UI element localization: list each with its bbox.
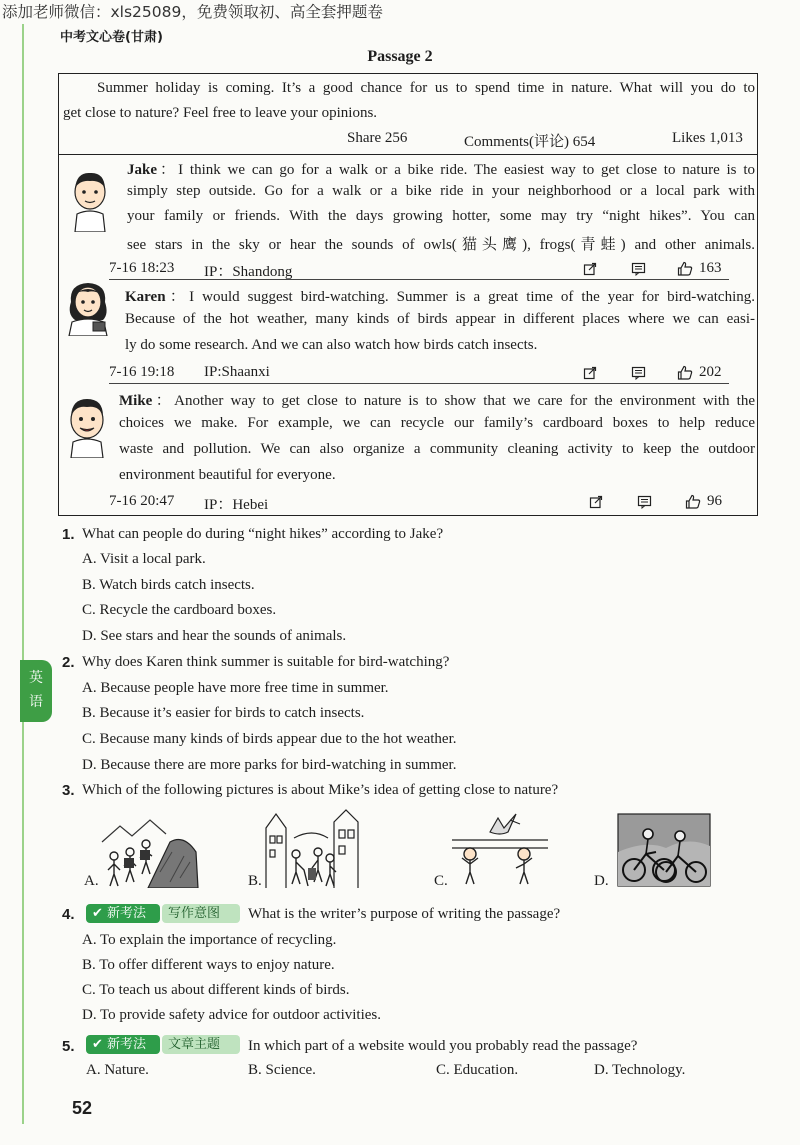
q4-topic-badge: 写作意图 [162, 904, 240, 923]
q4-text: What is the writer’s purpose of writing the passage? [248, 906, 561, 922]
thumbs-up-icon[interactable] [677, 365, 693, 380]
karen-divider [109, 383, 729, 384]
jake-line-3: your family or friends. With the days growing hotter, some may try “night hikes”. You can [127, 208, 755, 224]
q1-option-d[interactable]: D. See stars and hear the sounds of animals. [82, 628, 347, 644]
q4-number: 4. [62, 906, 75, 923]
check-icon: ✔ [92, 906, 103, 921]
picture-bird-watching[interactable] [450, 810, 550, 886]
karen-likes: 202 [699, 364, 722, 380]
q4-option-d[interactable]: D. To provide safety advice for outdoor activities. [82, 1007, 382, 1023]
karen-name: Karen [125, 289, 166, 305]
jake-line-2: simply step outside. Go for a walk or a bike ride in your neighborhood or a local park with [127, 183, 755, 199]
karen-ip: IP:Shaanxi [204, 364, 270, 380]
forum-box [58, 73, 758, 516]
q3-option-c[interactable]: C. [434, 873, 448, 889]
q3-option-d[interactable]: D. [594, 873, 609, 889]
mike-line-1 [119, 389, 755, 410]
comments-count: Comments(评论) 654 [464, 134, 596, 150]
jake-avatar [67, 170, 113, 232]
q5-badge1-label: 新考法 [107, 1037, 147, 1052]
mike-avatar [63, 396, 111, 458]
intro-line-1: Summer holiday is coming. It’s a good chance for us to spend time in nature. What will you do to [97, 80, 755, 96]
q3-number: 3. [62, 782, 75, 799]
jake-time: 7-16 18:23 [109, 260, 175, 276]
karen-line-1 [125, 285, 755, 306]
q5-new-method-badge [86, 1035, 160, 1054]
page-edge-line [22, 24, 24, 1124]
q3-option-a[interactable]: A. [84, 873, 99, 889]
karen-line-3: ly do some research. And we can also watch how birds catch insects. [125, 337, 538, 353]
q5-text: In which part of a website would you probably read the passage? [248, 1038, 638, 1054]
q3-option-b[interactable]: B. [248, 873, 262, 889]
mike-likes: 96 [707, 493, 722, 509]
subject-side-tab: 英 语 [20, 660, 52, 722]
picture-bike-ride[interactable] [616, 812, 712, 888]
q2-number: 2. [62, 654, 75, 671]
share-icon[interactable] [589, 495, 603, 509]
q1-number: 1. [62, 526, 75, 543]
share-icon[interactable] [583, 366, 597, 380]
q5-option-b[interactable]: B. Science. [248, 1062, 316, 1078]
q4-option-b[interactable]: B. To offer different ways to enjoy nature. [82, 957, 335, 973]
mike-time: 7-16 20:47 [109, 493, 175, 509]
book-header: 中考文心卷(甘肃) [60, 30, 163, 45]
karen-sep: ： [165, 289, 190, 305]
jake-name: Jake [127, 162, 157, 178]
intro-line-2: get close to nature? Feel free to leave your opinions. [63, 105, 378, 121]
q2-option-c[interactable]: C. Because many kinds of birds appear due to the hot weather. [82, 731, 457, 747]
jake-divider [109, 279, 729, 280]
picture-hiking[interactable] [100, 812, 200, 888]
likes-count: Likes 1,013 [672, 130, 743, 146]
page-number: 52 [72, 1098, 93, 1118]
q1-option-a[interactable]: A. Visit a local park. [82, 551, 206, 567]
q2-option-a[interactable]: A. Because people have more free time in summer. [82, 680, 389, 696]
share-count: Share 256 [347, 130, 408, 146]
q5-option-a[interactable]: A. Nature. [86, 1062, 149, 1078]
thumbs-up-icon[interactable] [677, 261, 693, 276]
comment-icon[interactable] [631, 262, 646, 276]
q4-option-a[interactable]: A. To explain the importance of recycling. [82, 932, 337, 948]
q1-option-b[interactable]: B. Watch birds catch insects. [82, 577, 255, 593]
q5-option-c[interactable]: C. Education. [436, 1062, 519, 1078]
passage-title: Passage 2 [367, 48, 433, 65]
q4-new-method-badge [86, 904, 160, 923]
karen-time: 7-16 19:18 [109, 364, 175, 380]
jake-line-1 [127, 158, 755, 179]
q3-text: Which of the following pictures is about Mike’s idea of getting close to nature? [82, 782, 559, 798]
q2-option-b[interactable]: B. Because it’s easier for birds to catch insects. [82, 705, 365, 721]
karen-text-1: I would suggest bird-watching. Summer is a great time of the year for bird-watching. [189, 289, 755, 305]
q2-option-d[interactable]: D. Because there are more parks for bird-watching in summer. [82, 757, 457, 773]
thumbs-up-icon[interactable] [685, 494, 701, 509]
q4-option-c[interactable]: C. To teach us about different kinds of birds. [82, 982, 350, 998]
comment-icon[interactable] [631, 366, 646, 380]
karen-line-2: Because of the hot weather, many kinds of birds appear in different places where we can easi- [125, 311, 755, 327]
jake-line-4: see stars in the sky or hear the sounds of owls(猫头鹰), frogs(青蛙) and other animals. [127, 237, 755, 253]
jake-ip: IP：Shandong [204, 264, 293, 280]
q5-topic-badge: 文章主题 [162, 1035, 240, 1054]
jake-text-1: I think we can go for a walk or a bike ride. The easiest way to get close to nature is to [178, 162, 755, 178]
watermark-text: 添加老师微信：xls25089，免费领取初、高全套押题卷 [2, 3, 383, 21]
q5-option-d[interactable]: D. Technology. [594, 1062, 686, 1078]
jake-likes: 163 [699, 260, 722, 276]
mike-line-4: environment beautiful for everyone. [119, 467, 336, 483]
mike-line-3: waste and pollution. We can also organize a community cleaning activity to keep the outdoor [119, 441, 755, 457]
mike-text-1: Another way to get close to nature is to show that we care for the environment with the [174, 393, 755, 409]
q1-option-c[interactable]: C. Recycle the cardboard boxes. [82, 602, 277, 618]
q5-number: 5. [62, 1038, 75, 1055]
q4-badge1-label: 新考法 [107, 906, 147, 921]
jake-sep: ： [157, 162, 179, 178]
mike-sep: ： [152, 393, 175, 409]
q1-text: What can people do during “night hikes” according to Jake? [82, 526, 444, 542]
comment-icon[interactable] [637, 495, 652, 509]
share-icon[interactable] [583, 262, 597, 276]
mike-line-2: choices we make. For example, we can recycle our family’s cardboard boxes to help reduce [119, 415, 755, 431]
karen-avatar [63, 280, 115, 336]
check-icon: ✔ [92, 1037, 103, 1052]
intro-divider [59, 154, 757, 155]
q2-text: Why does Karen think summer is suitable for bird-watching? [82, 654, 450, 670]
mike-name: Mike [119, 393, 153, 409]
picture-community-cleaning[interactable] [264, 808, 360, 888]
mike-ip: IP：Hebei [204, 497, 269, 513]
